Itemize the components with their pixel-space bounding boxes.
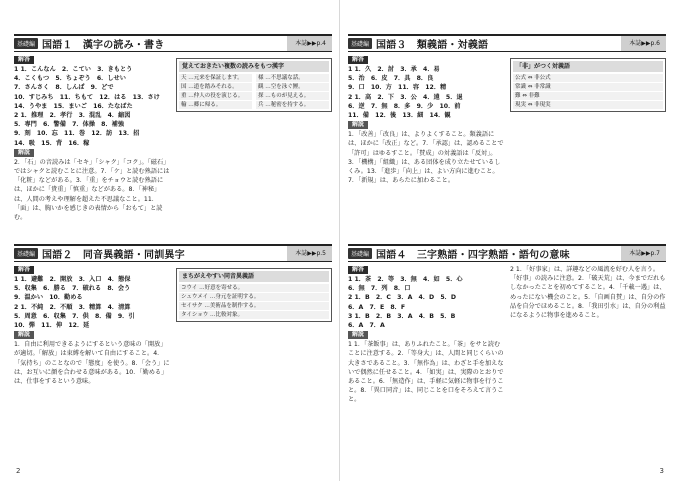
box-item: 輸 …郷に帰る。 (179, 101, 252, 109)
answer-line: 14．吸 15．背 16．稼 (14, 139, 90, 147)
box-item: 難 ⇔ 非難 (513, 92, 663, 100)
answer-line: 10．弾 11．伸 12．延 (14, 322, 90, 330)
answer-line: 9．刻 10．忘 11．巻 12．訪 13．招 (14, 130, 140, 138)
answer-line: 5．治 6．皮 7．具 8．良 (348, 75, 434, 83)
explanation-text: 1 1．「茶飯事」は、ありふれたこと。「茶」をサと読むことに注意する。2．「等身大」は、人間と同じくらいの大きさであること。3．「無作為」は、わざと手を加えないで偶然に任せること。4．「如実」は、実際のとおりであること。6．「無造作」は、手軽に気軽に物事を行うこと。8．「異口同音」は、同じことを口をそろえて言うこと。 (348, 341, 504, 404)
box-title: まちがえやすい同音異義語 (179, 271, 329, 282)
box-item: 天 …元来を保証します。 (179, 74, 252, 82)
answer-line: 5．周意 6．収集 7．供 8．備 9．引 (14, 312, 135, 320)
explanation-text: 1．「改善」「改良」は、よりよくすること。類義語には、ほかに「改正」など。7．「承認」は、認めることで「許可」はゆるすこと。「賛成」の対義語は「反対」。3．「機構」「組織」は、ある団体を成り立たせているしくみ。13．「進歩」「向上」は、よい方向に進むこと。7．「新規」は、あらたに加わること。 (348, 131, 504, 185)
answer-line: 9．口 10．方 11．容 12．精 (348, 84, 447, 92)
answer-line: 1 1．こんなん 2．こてい 3．きもとう (14, 66, 133, 73)
section-kokugo-3 (348, 34, 666, 204)
box-item: コウイ …好意を寄せる。 (179, 284, 329, 292)
section-header (14, 244, 332, 262)
answer-line: 6．A 7．A (348, 322, 385, 330)
section-title: 国語１ 漢字の読み・書き (42, 40, 165, 51)
section-header (348, 244, 666, 262)
page-reference: 本誌▶▶p.4 (287, 36, 332, 51)
answer-line: 2 1．不純 2．不順 3．精算 4．清算 (14, 303, 131, 311)
answer-line: 5．収集 6．勝る 7．破れる 8．会う (14, 285, 131, 293)
box-item: シュウメイ …身元を証明する。 (179, 293, 329, 301)
section-kokugo-1 (14, 34, 332, 222)
answer-label: 解答 (348, 266, 368, 274)
box-item: 国 …道を踏みそれる。 (179, 83, 252, 91)
answer-line: 1 1．避難 2．開放 3．入口 4．態保 (14, 276, 131, 283)
answer-column (348, 265, 504, 455)
section-kokugo-4 (348, 244, 666, 455)
answer-line: 6．A 7．E 8．F (348, 303, 406, 311)
section-title: 国語４ 三字熟語・四字熟語・語句の意味 (376, 250, 570, 261)
answer-column (14, 55, 170, 222)
level-badge: 基礎編 (348, 248, 372, 259)
box-item: タイショウ …比較対象。 (179, 311, 329, 319)
section-header (14, 34, 332, 52)
box-item: 現実 ⇔ 非現実 (513, 101, 663, 109)
page-number: 2 (16, 467, 21, 475)
answer-line: 5．専門 6．警備 7．体操 8．補強 (14, 121, 125, 129)
answer-line: 4．こくもつ 5．ちょぞう 6．しせい (14, 75, 126, 83)
explanation-label: 解説 (348, 121, 368, 129)
box-item: セイサク …美術品を制作する。 (179, 302, 329, 310)
box-item: 重 …仲人の役を演じる。 (179, 92, 252, 100)
answer-column (348, 55, 504, 204)
reading-box (176, 58, 332, 112)
answer-line: 1 1．久 2．討 3．承 4．易 (348, 66, 440, 73)
level-badge: 基礎編 (348, 38, 372, 49)
answer-line: 3 1．B 2．B 3．A 4．B 5．B (348, 312, 456, 320)
answer-line: 7．さんさく 8．しんぱ 9．どで (14, 84, 114, 92)
section-title: 国語２ 同音異義語・同訓異字 (42, 250, 185, 261)
answer-line: 6．無 7．列 8．口 (348, 285, 411, 293)
antonym-box (510, 58, 666, 112)
explanation-label: 解説 (348, 331, 368, 339)
right-page (340, 0, 680, 481)
page-reference: 本誌▶▶p.5 (287, 246, 332, 261)
answer-line: 2 1．B 2．C 3．A 4．D 5．D (348, 294, 456, 302)
homonym-box (176, 268, 332, 322)
box-item: 常識 ⇔ 非常識 (513, 83, 663, 91)
answer-line: 1 1．茶 2．等 3．無 4．如 5．心 (348, 276, 463, 283)
answer-label: 解答 (14, 56, 34, 64)
answer-line: 10．すじみち 11．ちもて 12．はる 13．さけ (14, 93, 160, 101)
answer-line: 11．備 12．後 13．細 14．観 (348, 112, 451, 120)
box-column (510, 55, 666, 204)
page-reference: 本誌▶▶p.7 (621, 246, 666, 261)
explanation-text-continued: 2 1．「好事家」は、詳趣などの風流を好む人を言う。「好事」の読みに注意。2．「破天荒」は、今までだれもしなかったことを初めてすること。4．「千載一遇」は、めったにない機会のこと。5．「自画自賛」は、自分の作品を自分でほめること。8．「我田引水」は、自分の利益になるように物事を進めること。 (510, 266, 666, 320)
answer-column (14, 265, 170, 422)
answer-line: 14．うやま 15．まいご 16．たなばた (14, 102, 133, 110)
answer-line: 2 1．推理 2．孝行 3．混乱 4．縮図 (14, 112, 131, 120)
answer-line: 2 1．高 2．下 3．公 4．遠 5．退 (348, 93, 463, 101)
box-column (176, 55, 332, 222)
page-reference: 本誌▶▶p.6 (621, 36, 666, 51)
section-title: 国語３ 類義語・対義語 (376, 40, 489, 51)
level-badge: 基礎編 (14, 38, 38, 49)
box-item: 兵 …秘密を持する。 (256, 101, 329, 109)
section-header (348, 34, 666, 52)
page-number: 3 (659, 467, 664, 475)
explanation-text: 1．自由に利用できるようにするという意味の「開放」が適切。「解放」は束縛を解いて自由にすること。4．「気持ち」のことなので「態度」を使う。8．「会う」には、お互いに顔を合わせる意味がある。10．「勤める」は、仕事をするという意味。 (14, 341, 170, 386)
box-title: 「非」がつく対義語 (513, 61, 663, 72)
explanation-column (510, 265, 666, 455)
section-kokugo-2 (14, 244, 332, 422)
box-title: 覚えておきたい複数の読みをもつ漢字 (179, 61, 329, 72)
box-item: 公式 ⇔ 非公式 (513, 74, 663, 82)
box-item: 探 …ものが見える。 (256, 92, 329, 100)
explanation-text: 2．「石」の音読みは「セキ」「シャク」「コク」。「磁石」ではシャクと読むことに注意。7．「ケ」と読む熟語には「化粧」などがある。3．「重」をチョウと読む熟語には、ほかに「貴重」「慎重」などがある。8．「神秘」は、人間の考えや理解を超えた不思議なこと。11．「面」は、胸いかを感じきの表情から「おもて」と読む。 (14, 158, 170, 222)
answer-line: 9．温かい 10．勤める (14, 294, 83, 302)
answer-label: 解答 (14, 266, 34, 274)
box-item: 様 …不思議な話。 (256, 74, 329, 82)
explanation-label: 解説 (14, 149, 34, 157)
explanation-label: 解説 (14, 331, 34, 339)
box-column (176, 265, 332, 422)
answer-line: 6．逆 7．無 8．多 9．少 10．前 (348, 102, 461, 110)
box-item: 観 …空を泳ぐ鯉。 (256, 83, 329, 91)
level-badge: 基礎編 (14, 248, 38, 259)
answer-label: 解答 (348, 56, 368, 64)
